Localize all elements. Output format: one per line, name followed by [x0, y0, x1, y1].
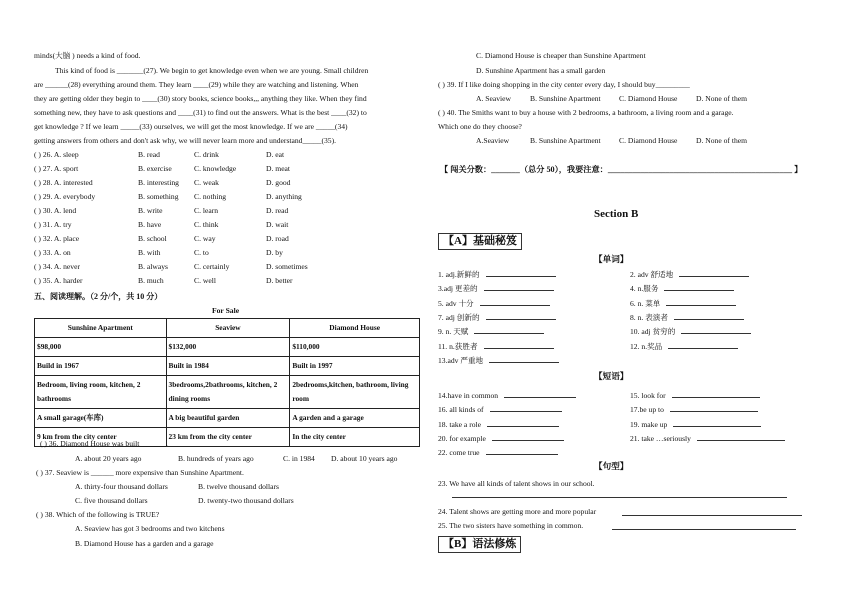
option-d: D. wait — [266, 220, 289, 229]
answer-blank[interactable] — [664, 282, 734, 291]
table-cell: 9 km from the city center — [35, 428, 167, 447]
option-b: B. interesting — [138, 178, 179, 187]
option-c: C. drink — [194, 150, 219, 159]
table-cell: A small garage(车库) — [35, 409, 167, 428]
option-c: C. Diamond House — [619, 136, 678, 145]
table-row — [35, 357, 420, 376]
question-stem-option-a: ( ) 29. A. everybody — [34, 192, 96, 201]
passage-line-4: they are getting older they begin to ____(30) story books, science books,,, anything they like. When they find — [34, 94, 367, 103]
option-d: D. about 10 years ago — [331, 454, 398, 463]
vocab-item — [630, 325, 751, 336]
option-b: B. hundreds of years ago — [178, 454, 254, 463]
option-c: C. knowledge — [194, 164, 237, 173]
option-c: C. way — [194, 234, 216, 243]
question-stem: ( ) 40. The Smiths want to buy a house with 2 bedrooms, a bathroom, a living room and a garage. — [438, 108, 734, 117]
option-c: C. nothing — [194, 192, 227, 201]
table-cell: 2bedrooms,kitchen, bathroom, living room — [290, 376, 420, 409]
option-d: D. None of them — [696, 136, 748, 145]
question-stem-option-a: ( ) 32. A. place — [34, 234, 80, 243]
option-d: D. Sunshine Apartment has a small garden — [476, 66, 606, 75]
answer-blank[interactable] — [484, 340, 554, 349]
item-prompt: 21. take …seriously — [630, 433, 691, 443]
table-header-row — [35, 319, 420, 338]
reading-heading: 五、阅读理解。（2 分/个，共 10 分） — [34, 292, 163, 301]
answer-blank[interactable] — [668, 340, 738, 349]
item-prompt: 1. adj.新鲜的 — [438, 270, 480, 279]
option-b: B. much — [138, 276, 164, 285]
answer-blank[interactable] — [672, 389, 760, 398]
question-stem-option-a: ( ) 35. A. harder — [34, 276, 83, 285]
option-c: C. in 1984 — [283, 454, 315, 463]
item-prompt: 2. adv 舒适地 — [630, 270, 674, 279]
sentences-heading: 【句型】 — [594, 461, 629, 471]
item-prompt: 13.adv 严重地 — [438, 355, 484, 365]
option-c: C. to — [194, 248, 209, 257]
table-cell: $98,000 — [35, 338, 167, 357]
item-prompt: 10. adj 贫穷的 — [630, 327, 676, 337]
phrase-item — [630, 432, 785, 443]
item-prompt: 3.adj 更差的 — [438, 284, 478, 294]
item-prompt: 22. come true — [438, 448, 480, 458]
answer-blank[interactable] — [480, 297, 550, 306]
question-stem-option-a: ( ) 26. A. sleep — [34, 150, 79, 159]
phrase-item — [438, 446, 558, 457]
option-d: D. anything — [266, 192, 302, 201]
passage-line-2: This kind of food is _______(27). We begin to get knowledge even when we are young. Small children — [55, 66, 369, 75]
table-header: Sunshine Apartment — [35, 319, 167, 338]
option-b: B. always — [138, 262, 168, 271]
vocab-item — [630, 282, 734, 293]
item-prompt: 4. n.服务 — [630, 284, 659, 294]
answer-blank[interactable] — [452, 497, 787, 498]
table-row — [35, 409, 420, 428]
item-prompt: 16. all kinds of — [438, 405, 484, 415]
passage-line-6: get knowledge ? If we learn _____(33) ourselves, we will get the most knowledge. If we are _____(34) — [34, 122, 348, 131]
question-stem-option-a: ( ) 34. A. never — [34, 262, 80, 271]
option-a: A. about 20 years ago — [75, 454, 142, 463]
option-d: D. twenty-two thousand dollars — [198, 496, 294, 505]
item-prompt: 14.have in common — [438, 391, 499, 400]
phrase-item — [630, 389, 760, 400]
table-cell: Built in 1997 — [290, 357, 420, 376]
option-b: B. Diamond House has a garden and a garage — [75, 539, 214, 548]
option-b: B. with — [138, 248, 161, 257]
item-prompt: 11. n.获胜者 — [438, 341, 478, 351]
passage-line-7: getting answers from others and don't ask why, we will never learn more and understand_____(35). — [34, 136, 337, 145]
vocab-item — [630, 311, 744, 322]
passage-line-1: minds(大脑 ) needs a kind of food. — [34, 51, 141, 60]
phrase-item — [438, 432, 564, 443]
answer-blank[interactable] — [697, 432, 785, 441]
item-prompt: 19. make up — [630, 419, 668, 429]
words-heading: 【单词】 — [594, 254, 629, 264]
phrase-item — [630, 403, 758, 414]
answer-blank[interactable] — [486, 268, 556, 277]
option-c: C. Diamond House is cheaper than Sunshine Apartment — [476, 51, 646, 60]
option-c: C. weak — [194, 178, 219, 187]
table-cell: 23 km from the city center — [166, 428, 290, 447]
option-c: C. five thousand dollars — [75, 496, 148, 505]
table-header: Diamond House — [290, 319, 420, 338]
option-d: D. better — [266, 276, 293, 285]
option-d: D. read — [266, 206, 289, 215]
vocab-item — [438, 282, 554, 293]
item-prompt: 5. adv 十分 — [438, 298, 474, 308]
passage-line-5: something new, they have to ask questions and ____(31) to find out the answers. What is the best ____(32) to — [34, 108, 367, 117]
table-cell: A big beautiful garden — [166, 409, 290, 428]
answer-blank[interactable] — [674, 311, 744, 320]
table-caption: For Sale — [212, 306, 240, 315]
item-prompt: 17.be up to — [630, 405, 664, 415]
vocab-item — [438, 354, 559, 365]
section-b-heading: 【B】语法修炼 — [438, 536, 521, 553]
table-cell: Build in 1967 — [35, 357, 167, 376]
option-b: B. Sunshine Apartment — [530, 94, 601, 103]
question-stem-option-a: ( ) 31. A. try — [34, 220, 72, 229]
option-d: D. None of them — [696, 94, 748, 103]
answer-blank[interactable] — [474, 325, 544, 334]
answer-blank[interactable] — [486, 311, 556, 320]
question-stem-option-a: ( ) 33. A. on — [34, 248, 71, 257]
for-sale-table — [34, 318, 420, 447]
item-prompt: 15. look for — [630, 391, 666, 400]
answer-blank[interactable] — [670, 403, 758, 412]
option-d: D. meat — [266, 164, 291, 173]
option-b: B. read — [138, 150, 160, 159]
question-stem-option-a: ( ) 30. A. lend — [34, 206, 77, 215]
vocab-item — [630, 268, 749, 279]
question-stem-option-a: ( ) 27. A. sport — [34, 164, 79, 173]
item-prompt: 8. n. 表演者 — [630, 312, 668, 322]
score-line: 【 闯关分数：_______（总分 50），我要注意：_____________________________________________ 】 — [440, 165, 803, 174]
table-row — [35, 376, 420, 409]
answer-blank[interactable] — [486, 446, 558, 455]
option-a: A. thirty-four thousand dollars — [75, 482, 168, 491]
sentence-item: 23. We have all kinds of talent shows in our school. — [438, 479, 595, 488]
vocab-item — [438, 340, 554, 351]
item-prompt: 9. n. 天赋 — [438, 327, 469, 337]
option-d: D. road — [266, 234, 289, 243]
table-cell: Bedroom, living room, kitchen, 2 bathrooms — [35, 376, 167, 409]
vocab-item — [438, 268, 556, 279]
table-header: Seaview — [166, 319, 290, 338]
answer-blank[interactable] — [673, 418, 761, 427]
item-prompt: 18. take a role — [438, 419, 482, 429]
vocab-item — [438, 297, 550, 308]
item-prompt: 7. adj 创新的 — [438, 312, 480, 322]
option-d: D. by — [266, 248, 283, 257]
phrase-item — [438, 418, 559, 429]
table-cell: A garden and a garage — [290, 409, 420, 428]
option-c: C. think — [194, 220, 219, 229]
table-cell: $110,000 — [290, 338, 420, 357]
section-title: Section B — [594, 208, 639, 220]
option-c: C. certainly — [194, 262, 230, 271]
answer-blank[interactable] — [504, 389, 576, 398]
phrase-item — [438, 389, 576, 400]
answer-blank[interactable] — [666, 297, 736, 306]
item-prompt: 6. n. 菜单 — [630, 298, 661, 308]
answer-blank[interactable] — [484, 282, 554, 291]
answer-blank[interactable] — [487, 418, 559, 427]
option-a: A. Seaview — [476, 94, 512, 103]
option-d: D. good — [266, 178, 291, 187]
phrase-item — [438, 403, 562, 414]
sentence-item: 24. Talent shows are getting more and more popular — [438, 507, 597, 516]
table-cell: Built in 1984 — [166, 357, 290, 376]
option-b: B. twelve thousand dollars — [198, 482, 279, 491]
option-a: A. Seaview has got 3 bedrooms and two kitchens — [75, 524, 225, 533]
answer-blank[interactable] — [612, 529, 796, 530]
vocab-item — [438, 311, 556, 322]
answer-blank[interactable] — [681, 325, 751, 334]
phrases-heading: 【短语】 — [594, 371, 629, 381]
vocab-item — [630, 297, 736, 308]
question-stem-continued: Which one do they choose? — [438, 122, 522, 131]
table-cell: In the city center — [290, 428, 420, 447]
option-b: B. write — [138, 206, 163, 215]
option-b: B. have — [138, 220, 162, 229]
option-c: C. learn — [194, 206, 219, 215]
item-prompt: 12. n.奖品 — [630, 341, 663, 351]
option-b: B. exercise — [138, 164, 172, 173]
question-stem: ( ) 39. If I like doing shopping in the city center every day, I should buy_________ — [438, 80, 690, 89]
option-c: C. well — [194, 276, 216, 285]
option-b: B. school — [138, 234, 167, 243]
table-cell: $132,000 — [166, 338, 290, 357]
vocab-item — [438, 325, 544, 336]
answer-blank[interactable] — [490, 403, 562, 412]
option-b: B. Sunshine Apartment — [530, 136, 601, 145]
sentence-item: 25. The two sisters have something in common. — [438, 521, 584, 530]
question-stem-option-a: ( ) 28. A. interested — [34, 178, 93, 187]
passage-line-3: are ______(28) everything around them. They learn ____(29) while they are watching and listening. When — [34, 80, 359, 89]
item-prompt: 20. for example — [438, 433, 486, 443]
option-b: B. something — [138, 192, 179, 201]
answer-blank[interactable] — [622, 515, 802, 516]
question-stem: ( ) 37. Seaview is ______ more expensive than Sunshine Apartment. — [36, 468, 244, 477]
option-c: C. Diamond House — [619, 94, 678, 103]
section-a-heading: 【A】基础秘笈 — [438, 233, 522, 250]
option-a: A.Seaview — [476, 136, 510, 145]
question-stem: ( ) 36. Diamond House was built_______. — [40, 439, 168, 448]
table-cell: 3bedrooms,2bathrooms, kitchen, 2 dining rooms — [166, 376, 290, 409]
table-row — [35, 338, 420, 357]
answer-blank[interactable] — [679, 268, 749, 277]
answer-blank[interactable] — [492, 432, 564, 441]
question-stem: ( ) 38. Which of the following is TRUE? — [36, 510, 160, 519]
answer-blank[interactable] — [489, 354, 559, 363]
phrase-item — [630, 418, 761, 429]
vocab-item — [630, 340, 738, 351]
option-d: D. sometimes — [266, 262, 308, 271]
option-d: D. eat — [266, 150, 285, 159]
